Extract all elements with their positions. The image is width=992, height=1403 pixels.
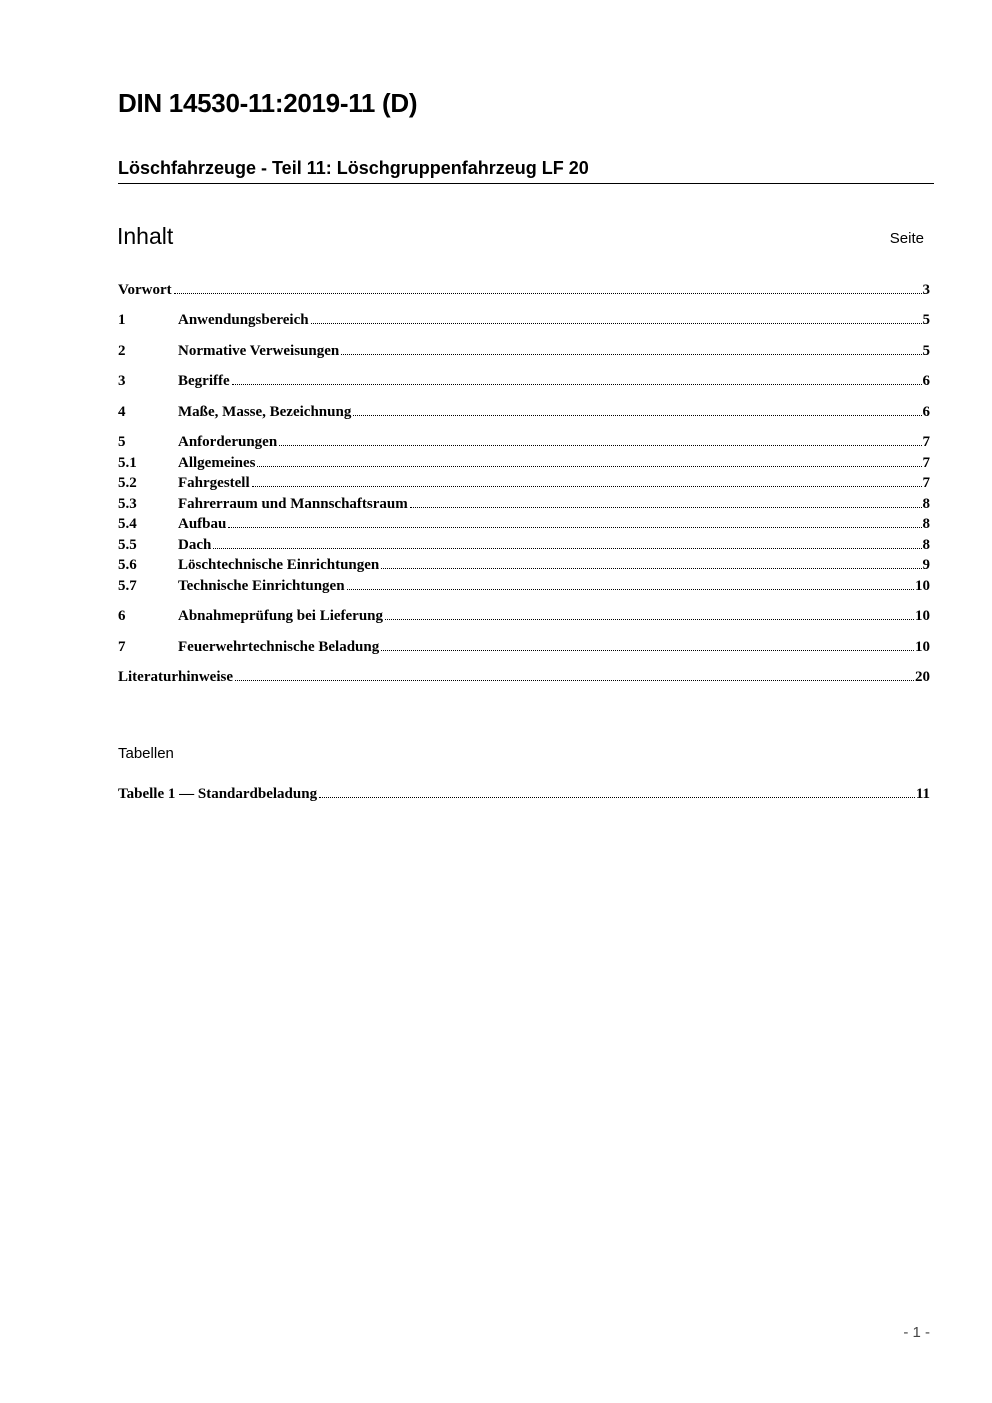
toc-entry-page: 8 bbox=[922, 496, 930, 512]
toc-entry-number: 5.1 bbox=[118, 455, 137, 471]
toc-entry-5-1[interactable] bbox=[118, 453, 930, 473]
toc-entry-page: 5 bbox=[922, 343, 930, 359]
toc-entry-page: 9 bbox=[922, 557, 930, 573]
toc-leader bbox=[279, 445, 921, 446]
toc-entry-page: 8 bbox=[922, 516, 930, 532]
toc-entry-page: 10 bbox=[915, 578, 930, 594]
toc-entry-5-4[interactable] bbox=[118, 514, 930, 534]
toc-entry-page: 7 bbox=[922, 475, 930, 491]
toc-leader bbox=[252, 486, 922, 487]
toc-entry-page: 6 bbox=[922, 373, 930, 389]
toc-entry-text: Begriffe bbox=[178, 373, 230, 389]
table-entry-page: 11 bbox=[915, 786, 930, 802]
toc-entry-vorwort[interactable] bbox=[118, 280, 930, 300]
toc-entry-number: 5.2 bbox=[118, 475, 137, 491]
toc-entry-literaturhinweise[interactable] bbox=[118, 667, 930, 687]
toc-entry-text: Allgemeines bbox=[178, 455, 256, 471]
toc-page-column-label: Seite bbox=[889, 230, 924, 247]
toc-entry-number: 5.4 bbox=[118, 516, 137, 532]
toc-entry-text: Literaturhinweise bbox=[118, 669, 233, 685]
toc-entry-text: Abnahmeprüfung bei Lieferung bbox=[178, 608, 384, 624]
document-title: DIN 14530-11:2019-11 (D) bbox=[118, 88, 418, 118]
toc-entry-number: 7 bbox=[118, 639, 126, 655]
toc-leader bbox=[235, 680, 914, 681]
toc-entry-number: 5.3 bbox=[118, 496, 137, 512]
toc-entry-text: Maße, Masse, Bezeichnung bbox=[178, 404, 352, 420]
toc-entry-page: 3 bbox=[922, 282, 930, 298]
toc-entry-2[interactable] bbox=[118, 341, 930, 361]
toc-entry-text: Fahrgestell bbox=[178, 475, 250, 491]
toc-leader bbox=[410, 507, 922, 508]
table-list-entry-1[interactable] bbox=[118, 784, 930, 804]
toc-entry-number: 2 bbox=[118, 343, 126, 359]
toc-entry-number: 5.5 bbox=[118, 537, 137, 553]
toc-entry-5[interactable] bbox=[118, 432, 930, 452]
toc-entry-number: 6 bbox=[118, 608, 126, 624]
toc-entry-page: 10 bbox=[915, 639, 930, 655]
toc-entry-text: Fahrerraum und Mannschaftsraum bbox=[178, 496, 408, 512]
toc-entry-5-3[interactable] bbox=[118, 494, 930, 514]
toc-entry-text: Aufbau bbox=[178, 516, 227, 532]
toc-entry-page: 5 bbox=[922, 312, 930, 328]
toc-entry-page: 7 bbox=[922, 455, 930, 471]
toc-leader bbox=[174, 293, 922, 294]
toc-entry-5-7[interactable] bbox=[118, 576, 930, 596]
table-entry-text: Tabelle 1 — Standardbeladung bbox=[118, 786, 318, 802]
toc-entry-text: Anforderungen bbox=[178, 434, 278, 450]
toc-entry-number: 3 bbox=[118, 373, 126, 389]
toc-entry-3[interactable] bbox=[118, 371, 930, 391]
tables-heading: Tabellen bbox=[118, 745, 174, 762]
toc-entry-page: 20 bbox=[915, 669, 930, 685]
toc-entry-text: Anwendungsbereich bbox=[178, 312, 309, 328]
toc-entry-5-6[interactable] bbox=[118, 555, 930, 575]
toc-leader bbox=[353, 415, 921, 416]
toc-heading: Inhalt bbox=[117, 223, 174, 249]
toc-leader bbox=[232, 384, 922, 385]
toc-entry-text: Dach bbox=[178, 537, 212, 553]
page-number: - 1 - bbox=[903, 1324, 930, 1341]
toc-entry-number: 1 bbox=[118, 312, 126, 328]
toc-entry-text: Technische Einrichtungen bbox=[178, 578, 345, 594]
toc-entry-number: 5.7 bbox=[118, 578, 137, 594]
toc-entry-4[interactable] bbox=[118, 402, 930, 422]
toc-entry-page: 8 bbox=[922, 537, 930, 553]
toc-leader bbox=[213, 548, 921, 549]
toc-entry-number: 5.6 bbox=[118, 557, 137, 573]
toc-leader bbox=[381, 568, 921, 569]
toc-leader bbox=[319, 797, 915, 798]
toc-entry-6[interactable] bbox=[118, 606, 930, 626]
document-subtitle: Löschfahrzeuge - Teil 11: Löschgruppenfahrzeug LF 20 bbox=[118, 158, 934, 184]
toc-leader bbox=[381, 650, 914, 651]
toc-entry-text: Feuerwehrtechnische Beladung bbox=[178, 639, 380, 655]
toc-entry-page: 7 bbox=[922, 434, 930, 450]
toc-leader bbox=[228, 527, 921, 528]
toc-entry-page: 10 bbox=[915, 608, 930, 624]
toc-entry-text: Vorwort bbox=[118, 282, 172, 298]
toc-leader bbox=[385, 619, 914, 620]
toc-leader bbox=[311, 323, 922, 324]
toc-entry-text: Normative Verweisungen bbox=[178, 343, 340, 359]
toc-leader bbox=[347, 589, 914, 590]
toc-entry-5-5[interactable] bbox=[118, 535, 930, 555]
toc-leader bbox=[257, 466, 921, 467]
toc-entry-5-2[interactable] bbox=[118, 473, 930, 493]
toc-entry-page: 6 bbox=[922, 404, 930, 420]
toc-entry-7[interactable] bbox=[118, 637, 930, 657]
toc-entry-1[interactable] bbox=[118, 310, 930, 330]
toc-entry-number: 5 bbox=[118, 434, 126, 450]
toc-entry-number: 4 bbox=[118, 404, 126, 420]
toc-leader bbox=[341, 354, 921, 355]
toc-entry-text: Löschtechnische Einrichtungen bbox=[178, 557, 380, 573]
